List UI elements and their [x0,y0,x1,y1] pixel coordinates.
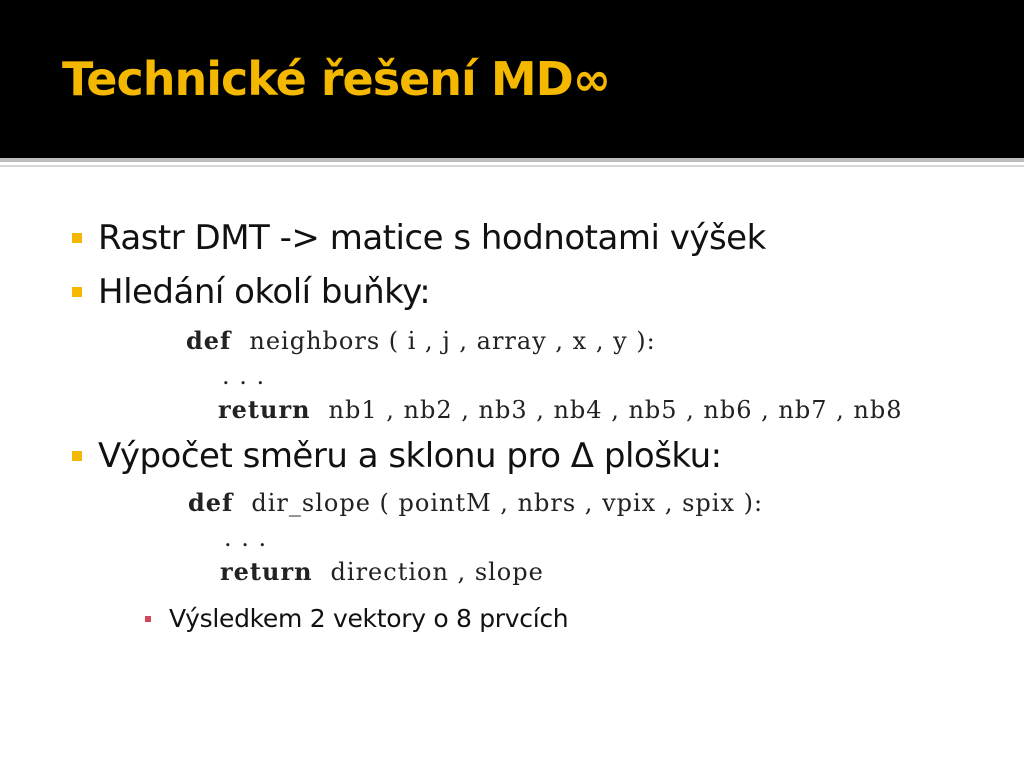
code-keyword-return: return [220,557,313,586]
sub-bullet-item-result [145,604,568,633]
code-ellipsis: . . . [224,524,268,552]
code-signature: neighbors ( i , j , array , x , y ): [249,327,656,355]
code-ellipsis-line [224,524,267,552]
code-return-line [220,557,544,586]
bullet-text: Rastr DMT -> matice s hodnotami výšek [98,218,766,258]
code-return-value: nb1 , nb2 , nb3 , nb4 , nb5 , nb6 , nb7 , nb8 [328,396,903,424]
slide-title: Technické řešení MD∞ [62,52,611,106]
bullet-item-neighbors [72,272,430,312]
bullet-text: Hledání okolí buňky: [98,272,431,312]
bullet-item-raster [72,218,766,258]
code-signature: dir_slope ( pointM , nbrs , vpix , spix ): [251,489,764,517]
code-keyword-return: return [218,395,311,424]
square-bullet-icon [72,451,82,461]
sub-bullet-text: Výsledkem 2 vektory o 8 prvcích [169,604,569,633]
bullet-item-direction-slope [72,436,722,476]
title-bar [0,0,1024,158]
square-sub-bullet-icon [145,616,151,622]
code-ellipsis-line [222,362,265,390]
code-keyword-def: def [186,326,232,355]
code-def-line [188,488,763,517]
square-bullet-icon [72,287,82,297]
square-bullet-icon [72,233,82,243]
code-return-value: direction , slope [330,558,544,586]
title-divider-lower [0,165,1024,167]
code-ellipsis: . . . [222,362,266,390]
code-def-line [186,326,656,355]
code-keyword-def: def [188,488,234,517]
bullet-text: Výpočet směru a sklonu pro Δ plošku: [98,436,722,476]
code-return-line [218,395,902,424]
